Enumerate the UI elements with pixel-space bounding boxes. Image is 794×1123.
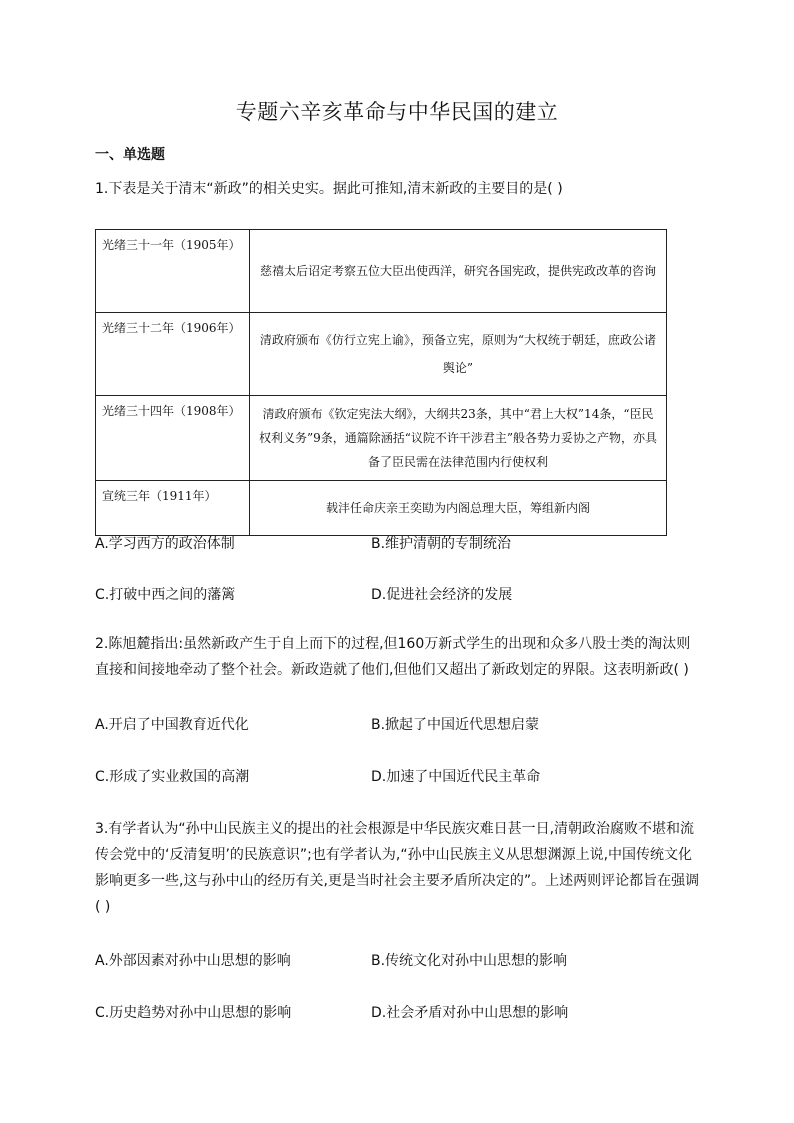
table-row: [96, 481, 667, 536]
table-cell-year: [96, 230, 250, 313]
table-cell-year: [96, 481, 250, 536]
question-1-option-b[interactable]: B.维护清朝的专制统治: [371, 536, 512, 552]
table-cell-event: 清政府颁布《钦定宪法大纲》，大纲共23条，其中“君上大权”14条，“臣民权利义务”9条，通篇除涵括“议院不许干涉君主”般各势力妥协之产物，亦具备了臣民需在法律范围内行使权利: [250, 396, 667, 481]
table-cell-event: 清政府颁布《仿行立宪上谕》，预备立宪，原则为“大权统于朝廷，庶政公诸舆论”: [250, 313, 667, 396]
table-row: [96, 313, 667, 396]
year-text: 光绪三十四年（1908年）: [102, 404, 241, 418]
history-table: [95, 229, 667, 536]
page-title: 专题六辛亥革命与中华民国的建立: [235, 100, 559, 124]
question-1-option-d[interactable]: D.促进社会经济的发展: [371, 587, 513, 603]
table-cell-year: [96, 396, 250, 481]
year-text: 光绪三十二年（1906年）: [102, 321, 241, 335]
table-cell-event: 慈禧太后诏定考察五位大臣出使西洋，研究各国宪政，提供宪政改革的咨询: [250, 230, 667, 313]
question-2-option-c[interactable]: C.形成了实业救国的高潮: [95, 769, 250, 785]
question-3-stem: 3.有学者认为“孙中山民族主义的提出的社会根源是中华民族灾难日甚一日,清朝政治腐败不堪和流传会党中的‘反清复明’的民族意识”;也有学者认为,“孙中山民族主义从思想渊源上说,中国传统文化影响更多一些,这与孙中山的经历有关,更是当时社会主要矛盾所决定的”。上述两则评论都旨在强调( ): [95, 821, 700, 915]
year-text: 宣统三年（1911年）: [102, 489, 217, 503]
question-1-option-c[interactable]: C.打破中西之间的藩篱: [95, 587, 236, 603]
section-heading: 一、单选题: [95, 147, 165, 163]
table-cell-year: [96, 313, 250, 396]
year-text: 光绪三十一年（1905年）: [102, 238, 241, 252]
question-3-option-d[interactable]: D.社会矛盾对孙中山思想的影响: [371, 1005, 569, 1021]
question-1-stem: 1.下表是关于清末“新政”的相关史实。据此可推知,清末新政的主要目的是( ): [95, 181, 563, 197]
question-3-option-b[interactable]: B.传统文化对孙中山思想的影响: [371, 953, 568, 969]
question-3-option-a[interactable]: A.外部因素对孙中山思想的影响: [95, 953, 291, 969]
table-row: [96, 396, 667, 481]
question-3-option-c[interactable]: C.历史趋势对孙中山思想的影响: [95, 1005, 292, 1021]
question-2-option-d[interactable]: D.加速了中国近代民主革命: [371, 769, 541, 785]
table-cell-event: 载沣任命庆亲王奕劻为内阁总理大臣，筹组新内阁: [250, 481, 667, 536]
question-2-option-b[interactable]: B.掀起了中国近代思想启蒙: [371, 717, 540, 733]
question-2-option-a[interactable]: A.开启了中国教育近代化: [95, 717, 249, 733]
question-2-stem: 2.陈旭麓指出:虽然新政产生于自上而下的过程,但160万新式学生的出现和众多八股士类的淘汰则直接和间接地牵动了整个社会。新政造就了他们,但他们又超出了新政划定的界限。这表明新政( ): [95, 636, 691, 678]
question-1-option-a[interactable]: A.学习西方的政治体制: [95, 536, 235, 552]
table-row: [96, 230, 667, 313]
